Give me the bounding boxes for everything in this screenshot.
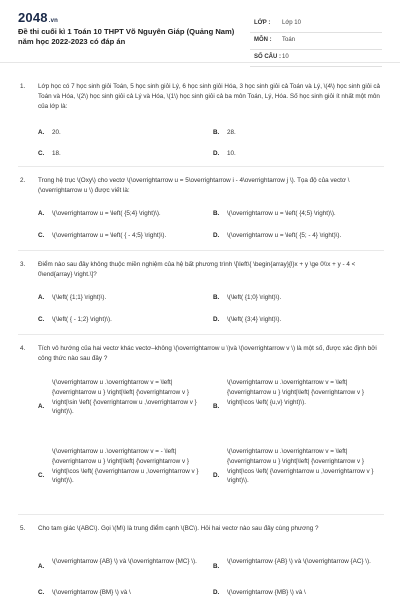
meta-value-class: Lớp 10 [282, 20, 301, 26]
question-number: 4. [20, 345, 26, 352]
question-text: Trong hệ trục \(Oxy\) cho vectơ \(\overrightarrow u = 5\overrightarrow i - 4\overrightarrow j \). Tọa độ của vectơ \(\overrightarrow u \) được viết là: [38, 177, 350, 194]
question-number: 2. [20, 177, 26, 184]
question-2: 2. Trong hệ trục \(Oxy\) cho vectơ \(\overrightarrow u = 5\overrightarrow i - 4\overrightarrow j \). Tọa độ của vectơ \(\overrightarrow u \) được viết là: A. \(\overrightarrow u = \left( {5;4} \right)\). B. \(\overrightarrow u = \left( {4;5} \right)\). C. \(\overrightarrow u = \left( { - 4;5} \right)\). D. \(\overrightarrow u = \left( {5; - 4} \right)\). [0, 176, 400, 246]
option-d[interactable]: D. \(\overrightarrow u .\overrightarrow v = \left| {\overrightarrow u } \right|\left| {\overrightarrow v } \right|\cos \left( {\overrightarrow u ,\overrightarrow v } \right)\). [213, 448, 374, 485]
question-number: 5. [20, 525, 26, 532]
question-4 [0, 344, 400, 514]
meta-row-subject [250, 33, 382, 50]
question-number: 3. [20, 261, 26, 268]
question-divider [18, 166, 384, 167]
option-c[interactable]: C. \(\overrightarrow u .\overrightarrow v = - \left| {\overrightarrow u } \right|\left| {\overrightarrow v } \right|\cos \left( {\overrightarrow u ,\overrightarrow v } \right)\). [38, 448, 199, 485]
question-1: 1. Lớp học có 7 học sinh giỏi Toán, 5 học sinh giỏi Lý, 6 học sinh giỏi Hóa, 3 học sinh giỏi cả Toán và Lý, \(4\) học sinh giỏi cả Toán và Hóa, \(2\) học sinh giỏi cả Lý và Hóa, \(1\) học sinh giỏi cả ba môn Toán, Lý, Hóa. Số học sinh giỏi ít nhất một môn của lớp là: A. 20. B. 28. C. 18. D. 10. [0, 82, 400, 162]
meta-row-count [250, 50, 382, 67]
meta-key-subject: MÔN : [254, 37, 272, 43]
option-a[interactable]: A. \(\overrightarrow {AB} \) và \(\overrightarrow {MC} \). [38, 558, 197, 570]
question-text: Tích vô hướng của hai vectơ khác vectơ–không \(\overrightarrow u \)và \(\overrightarrow v \) là một số, được xác định bởi công thức nào sau đây ? [38, 345, 377, 362]
option-b[interactable]: B. \(\overrightarrow u .\overrightarrow v = \left| {\overrightarrow u } \right|\left| {\overrightarrow v } \right|\cos \left( {u,v} \right)\). [213, 379, 364, 410]
meta-key-class: LỚP : [254, 20, 271, 26]
question-text: Lớp học có 7 học sinh giỏi Toán, 5 học sinh giỏi Lý, 6 học sinh giỏi Hóa, 3 học sinh giỏi cả Toán và Lý, \(4\) học sinh giỏi cả Toán và Hóa, \(2\) học sinh giỏi cả Lý và Hóa, \(1\) học sinh giỏi cả ba môn Toán, Lý, Hóa. Số học sinh giỏi ít nhất một môn của lớp là: [38, 83, 381, 110]
question-5: 5. Cho tam giác \(ABC\). Gọi \(M\) là trung điểm cạnh \(BC\). Hỏi hai vectơ nào sau đây cùng phương ? A. \(\overrightarrow {AB} \) và \(\overrightarrow {MC} \). B. \(\overrightarrow {AB} \) và \(\overrightarrow {AC} \). C. \(\overrightarrow {BM} \) và \ D. \(\overrightarrow {MB} \) và \ [0, 524, 400, 600]
meta-key-count: SỐ CÂU : [254, 54, 281, 60]
question-divider [18, 334, 384, 335]
question-number: 1. [20, 83, 26, 90]
question-text: Cho tam giác \(ABC\). Gọi \(M\) là trung điểm cạnh \(BC\). Hỏi hai vectơ nào sau đây cùng phương ? [38, 525, 319, 532]
question-divider [18, 250, 384, 251]
page-header [0, 0, 400, 63]
meta-value-subject: Toán [282, 37, 296, 43]
question-3: 3. Điểm nào sau đây không thuộc miền nghiệm của hệ bất phương trình \[\left\{ \begin{array}{l}x + y \ge 0\\x + y - 4 < 0\end{array} \right.\]? A. \(\left( {1;1} \right)\). B. \(\left( {1;0} \right)\). C. \(\left( { - 1;2} \right)\). D. \(\left( {3;4} \right)\). [0, 260, 400, 330]
exam-title: Đề thi cuối kì 1 Toán 10 THPT Võ Nguyên Giáp (Quảng Nam) năm học 2022-2023 có đáp án [18, 27, 235, 46]
exam-meta-table [250, 16, 382, 67]
site-logo[interactable]: 2048.vn [18, 10, 59, 25]
meta-row-class [250, 16, 382, 33]
option-a[interactable]: A. \(\overrightarrow u .\overrightarrow v = \left| {\overrightarrow u } \right|\left| {\overrightarrow v } \right|\sin \left( {\overrightarrow u ,\overrightarrow v } \right)\). [38, 379, 197, 416]
question-text: Điểm nào sau đây không thuộc miền nghiệm của hệ bất phương trình \[\left\{ \begin{array}{l}x + y \ge 0\\x + y - 4 < 0\end{array} \right.\]? [38, 261, 356, 278]
question-divider [18, 514, 384, 515]
option-b[interactable]: B. \(\overrightarrow {AB} \) và \(\overrightarrow {AC} \). [213, 558, 371, 570]
meta-value-count: 10 [282, 54, 289, 60]
